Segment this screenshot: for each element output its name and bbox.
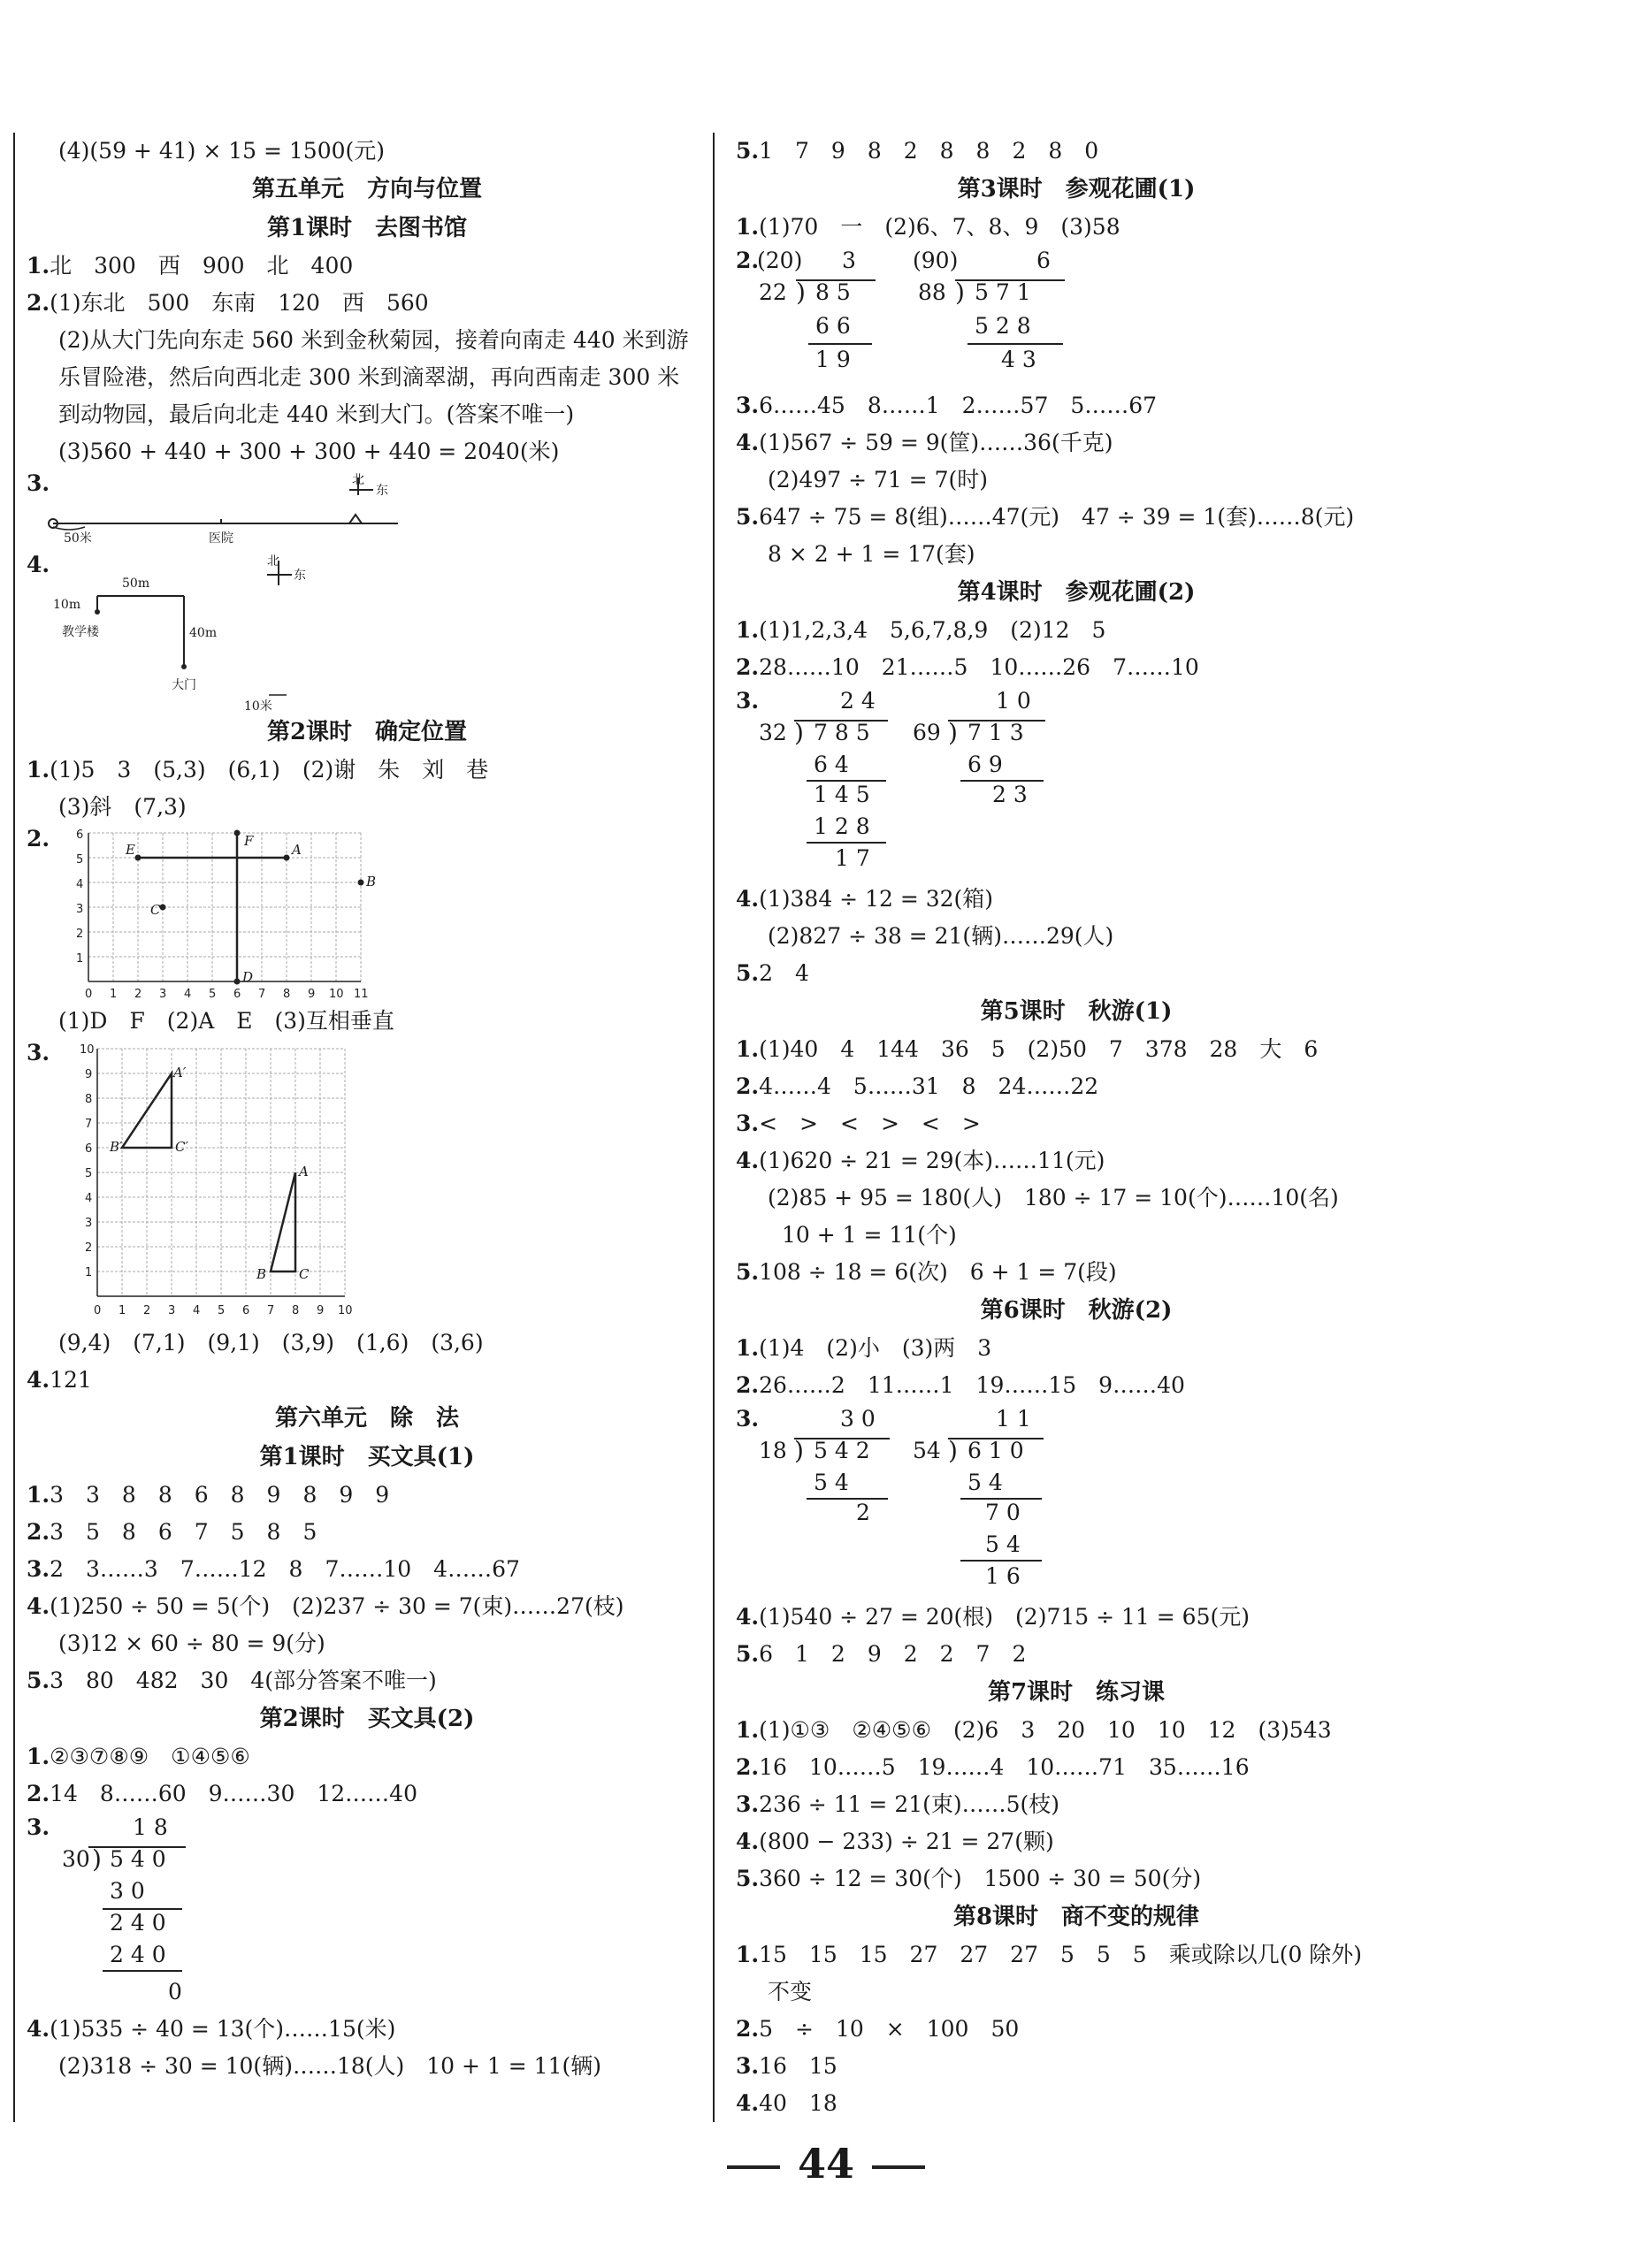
svg-text:10: 10 xyxy=(338,1304,353,1317)
north-label: 北 xyxy=(352,473,364,487)
lesson-title: 第6课时 秋游(2) xyxy=(980,1297,1173,1324)
answer-line: 2.14 8……60 9……30 12……40 xyxy=(27,1781,417,1806)
column-divider xyxy=(713,133,715,2122)
svg-text:8: 8 xyxy=(292,1304,300,1317)
answer-line: (3)斜 (7,3) xyxy=(58,794,187,820)
answer-line: 4.(1)384 ÷ 12 = 32(箱) xyxy=(736,886,994,912)
answer-line: 5.6 1 2 9 2 2 7 2 xyxy=(736,1641,1027,1667)
division-remainder: 0 xyxy=(168,1979,182,2005)
answer-line: (2)318 ÷ 30 = 10(辆)……18(人) 10 + 1 = 11(辆) xyxy=(58,2053,601,2079)
answer-line: 10 + 1 = 11(个) xyxy=(782,1222,957,1248)
answer-line: 4.(1)567 ÷ 59 = 9(筐)……36(千克) xyxy=(736,430,1113,455)
answer-line: 1.(1)①③ ②④⑤⑥ (2)6 3 20 10 10 12 (3)543 xyxy=(736,1717,1332,1743)
svg-text:1: 1 xyxy=(76,952,84,966)
answer-line: 3.< > < > < > xyxy=(736,1111,981,1136)
answer-line: 5.2 4 xyxy=(736,960,809,986)
answer-line: 到动物园，最后向北走 440 米到大门。(答案不唯一) xyxy=(58,401,575,427)
svg-text:9: 9 xyxy=(308,988,316,1001)
svg-text:9: 9 xyxy=(317,1304,325,1317)
svg-text:4: 4 xyxy=(193,1304,201,1317)
answer-line: 1.(1)1,2,3,4 5,6,7,8,9 (2)12 5 xyxy=(736,617,1106,643)
answer-line: (2)从大门先向东走 560 米到金秋菊园，接着向南走 440 米到游 xyxy=(58,327,689,353)
svg-text:4: 4 xyxy=(184,988,192,1001)
answer-line: 1.(1)5 3 (5,3) (6,1) (2)谢 朱 刘 巷 xyxy=(27,757,489,783)
answer-line: 不变 xyxy=(768,1979,813,2005)
answer-line: 5.360 ÷ 12 = 30(个) 1500 ÷ 30 = 50(分) xyxy=(736,1866,1202,1891)
answer-line: 4.(1)535 ÷ 40 = 13(个)……15(米) xyxy=(27,2016,396,2042)
svg-text:3: 3 xyxy=(168,1304,176,1317)
answer-line: 4.121 xyxy=(27,1367,92,1393)
point-D: D xyxy=(242,969,254,985)
point-C: C xyxy=(299,1266,310,1282)
answer-line: (2)85 + 95 = 180(人) 180 ÷ 17 = 10(个)……10(名) xyxy=(768,1185,1339,1210)
svg-text:6: 6 xyxy=(242,1304,250,1317)
point-B: B xyxy=(256,1266,267,1282)
svg-text:7: 7 xyxy=(267,1304,275,1317)
answer-line: 5.1 7 9 8 2 8 8 2 8 0 xyxy=(736,138,1099,164)
svg-text:2: 2 xyxy=(85,1241,93,1255)
east-label: 东 xyxy=(376,484,388,498)
svg-text:1: 1 xyxy=(110,988,118,1001)
answer-line: 5.108 ÷ 18 = 6(次) 6 + 1 = 7(段) xyxy=(736,1259,1117,1285)
svg-text:8: 8 xyxy=(283,988,291,1001)
lesson-title: 第1课时 买文具(1) xyxy=(259,1444,475,1470)
scale-label: 50米 xyxy=(64,531,92,546)
svg-text:8: 8 xyxy=(85,1093,93,1106)
lesson-title: 第4课时 参观花圃(2) xyxy=(957,579,1196,606)
svg-text:10: 10 xyxy=(80,1043,95,1057)
unit-title: 第六单元 除 法 xyxy=(274,1405,459,1432)
point-B2: B′ xyxy=(110,1139,123,1155)
answer-line: 2.5 ÷ 10 × 100 50 xyxy=(736,2016,1020,2042)
left-margin-rule xyxy=(13,133,15,2122)
point-A: A xyxy=(292,842,302,858)
svg-text:7: 7 xyxy=(85,1118,93,1131)
answer-line: 2.4……4 5……31 8 24……22 xyxy=(736,1073,1099,1099)
answer-line: 1.(1)70 一 (2)6、7、8、9 (3)58 xyxy=(736,214,1120,240)
hospital-label: 医院 xyxy=(209,531,233,546)
svg-text:10: 10 xyxy=(329,988,344,1001)
svg-text:1: 1 xyxy=(119,1304,126,1317)
svg-text:6: 6 xyxy=(76,829,84,842)
svg-text:4: 4 xyxy=(85,1192,93,1205)
scale-label: 10米 xyxy=(244,699,272,714)
lesson-title: 第7课时 练习课 xyxy=(987,1679,1166,1706)
svg-text:6: 6 xyxy=(233,988,241,1001)
point-F: F xyxy=(244,833,254,849)
long-division: 3. 2 4 32 ) 7 8 5 6 4 1 4 5 1 2 8 1 7 1 0 69 ) 7 1 3 6 9 2 3 xyxy=(736,686,1417,881)
lesson-title: 第5课时 秋游(1) xyxy=(980,998,1173,1025)
coordinate-grid-2: 3. 10 9 8 7 6 5 4 3 2 1 0 1 2 3 4 5 6 7 8 9 10 A′ B′ C′ A B C xyxy=(27,1040,707,1325)
svg-text:5: 5 xyxy=(76,853,84,867)
answer-line: 3.6……45 8……1 2……57 5……67 xyxy=(736,393,1158,418)
answer-line: 2.26……2 11……1 19……15 9……40 xyxy=(736,1372,1185,1398)
svg-text:2: 2 xyxy=(134,988,142,1001)
point-C: C xyxy=(150,902,161,918)
answer-line: 4.(800 − 233) ÷ 21 = 27(颗) xyxy=(736,1829,1054,1854)
svg-text:0: 0 xyxy=(85,988,93,1001)
left-column xyxy=(27,133,707,2085)
answer-line: (2)827 ÷ 38 = 21(辆)……29(人) xyxy=(768,923,1114,949)
lesson-title: 第2课时 买文具(2) xyxy=(259,1706,475,1732)
answer-line: (4)(59 + 41) × 15 = 1500(元) xyxy=(58,138,386,164)
lesson-title: 第8课时 商不变的规律 xyxy=(952,1904,1200,1930)
svg-text:0: 0 xyxy=(94,1304,102,1317)
answer-line: 2.(1)东北 500 东南 120 西 560 xyxy=(27,290,429,316)
answer-line: 1.3 3 8 8 6 8 9 8 9 9 xyxy=(27,1482,390,1508)
answer-line: 1.北 300 西 900 北 400 xyxy=(27,253,354,279)
route-figure-2: 4. 北 东 50m 10m 40m 教学楼 大门 10米 xyxy=(27,552,707,713)
svg-text:3: 3 xyxy=(85,1217,93,1230)
footer-dash-right xyxy=(872,2165,925,2169)
answer-line: 3.16 15 xyxy=(736,2053,837,2079)
svg-text:11: 11 xyxy=(354,988,369,1001)
svg-text:5: 5 xyxy=(218,1304,226,1317)
answer-line: 4.40 18 xyxy=(736,2090,837,2116)
answer-line: 5.647 ÷ 75 = 8(组)……47(元) 47 ÷ 39 = 1(套)……8(元) xyxy=(736,504,1355,530)
page-number: 44 xyxy=(797,2140,854,2188)
answer-line: 4.(1)540 ÷ 27 = 20(根) (2)715 ÷ 11 = 65(元) xyxy=(736,1604,1250,1630)
answer-line: 2.3 5 8 6 7 5 8 5 xyxy=(27,1519,317,1545)
svg-text:2: 2 xyxy=(143,1304,151,1317)
point-C2: C′ xyxy=(175,1139,188,1155)
answer-line: 1.②③⑦⑧⑨ ①④⑤⑥ xyxy=(27,1744,250,1769)
answer-line: (9,4) (7,1) (9,1) (3,9) (1,6) (3,6) xyxy=(58,1330,484,1355)
svg-text:4: 4 xyxy=(76,878,84,891)
answer-line: 4.(1)620 ÷ 21 = 29(本)……11(元) xyxy=(736,1148,1105,1173)
long-division: 2. (20) 3 22 ) 8 5 6 6 1 9 (90) 6 88 ) 5 7 1 5 2 8 4 3 xyxy=(736,246,1417,387)
answer-line: (3)12 × 60 ÷ 80 = 9(分) xyxy=(58,1630,325,1656)
grid-svg-2 xyxy=(44,1040,416,1325)
grid-svg xyxy=(44,826,416,1003)
answer-line: (1)D F (2)A E (3)互相垂直 xyxy=(58,1008,394,1034)
answer-line: (2)497 ÷ 71 = 7(时) xyxy=(768,467,989,493)
lesson-title: 第3课时 参观花圃(1) xyxy=(957,176,1196,202)
east-label: 东 xyxy=(294,569,306,583)
svg-text:9: 9 xyxy=(85,1068,93,1081)
answer-line: 乐冒险港，然后向西北走 300 米到滴翠湖，再向西南走 300 米 xyxy=(58,364,680,390)
answer-line: 1.15 15 15 27 27 27 5 5 5 乘或除以几(0 除外) xyxy=(736,1942,1363,1967)
page-footer xyxy=(0,2140,1652,2188)
answer-line: 3.2 3……3 7……12 8 7……10 4……67 xyxy=(27,1556,520,1582)
lesson-title: 第2课时 确定位置 xyxy=(266,719,468,745)
svg-text:6: 6 xyxy=(85,1142,93,1156)
answer-line: 1.(1)40 4 144 36 5 (2)50 7 378 28 大 6 xyxy=(736,1036,1319,1062)
answer-line: 8 × 2 + 1 = 17(套) xyxy=(768,541,975,567)
long-division: 3. 3 0 18 ) 5 4 2 5 4 2 1 1 54 ) 6 1 0 5 4 7 0 5 4 1 6 xyxy=(736,1404,1417,1599)
school-label: 教学楼 xyxy=(62,625,99,639)
svg-text:1: 1 xyxy=(85,1266,93,1279)
svg-text:3: 3 xyxy=(76,903,84,916)
svg-text:5: 5 xyxy=(85,1167,93,1180)
north-label: 北 xyxy=(267,554,279,569)
point-A: A xyxy=(299,1164,309,1180)
gate-label: 大门 xyxy=(172,678,196,692)
answer-line: 2.28……10 21……5 10……26 7……10 xyxy=(736,654,1199,680)
answer-line: 2.16 10……5 19……4 10……71 35……16 xyxy=(736,1754,1250,1780)
svg-text:2: 2 xyxy=(76,928,84,941)
point-B: B xyxy=(366,874,377,890)
answer-line: 4.(1)250 ÷ 50 = 5(个) (2)237 ÷ 30 = 7(束)……27(枝) xyxy=(27,1593,624,1619)
answer-line: 1.(1)4 (2)小 (3)两 3 xyxy=(736,1335,992,1361)
svg-text:7: 7 xyxy=(258,988,266,1001)
answer-line: 5.3 80 482 30 4(部分答案不唯一) xyxy=(27,1668,437,1693)
unit-title: 第五单元 方向与位置 xyxy=(251,176,482,202)
lesson-title: 第1课时 去图书馆 xyxy=(266,215,468,241)
footer-dash-left xyxy=(727,2165,780,2169)
end-marker xyxy=(349,515,362,523)
right-column xyxy=(736,133,1417,2122)
long-division: 3. 1 8 30 ) 5 4 0 3 0 2 4 0 2 4 0 xyxy=(27,1813,707,1986)
point-E: E xyxy=(126,842,135,858)
svg-text:5: 5 xyxy=(209,988,217,1001)
svg-text:3: 3 xyxy=(159,988,167,1001)
answer-line: 3.236 ÷ 11 = 21(束)……5(枝) xyxy=(736,1791,1060,1817)
route-figure: 3. 北 东 50米 医院 xyxy=(27,470,707,552)
point-A2: A′ xyxy=(173,1065,187,1081)
coordinate-grid-1: 2. 6 5 4 3 2 1 0 1 2 3 4 5 6 7 8 9 10 11 E F A B C D xyxy=(27,826,707,1003)
answer-line: (3)560 + 440 + 300 + 300 + 440 = 2040(米) xyxy=(58,439,560,464)
